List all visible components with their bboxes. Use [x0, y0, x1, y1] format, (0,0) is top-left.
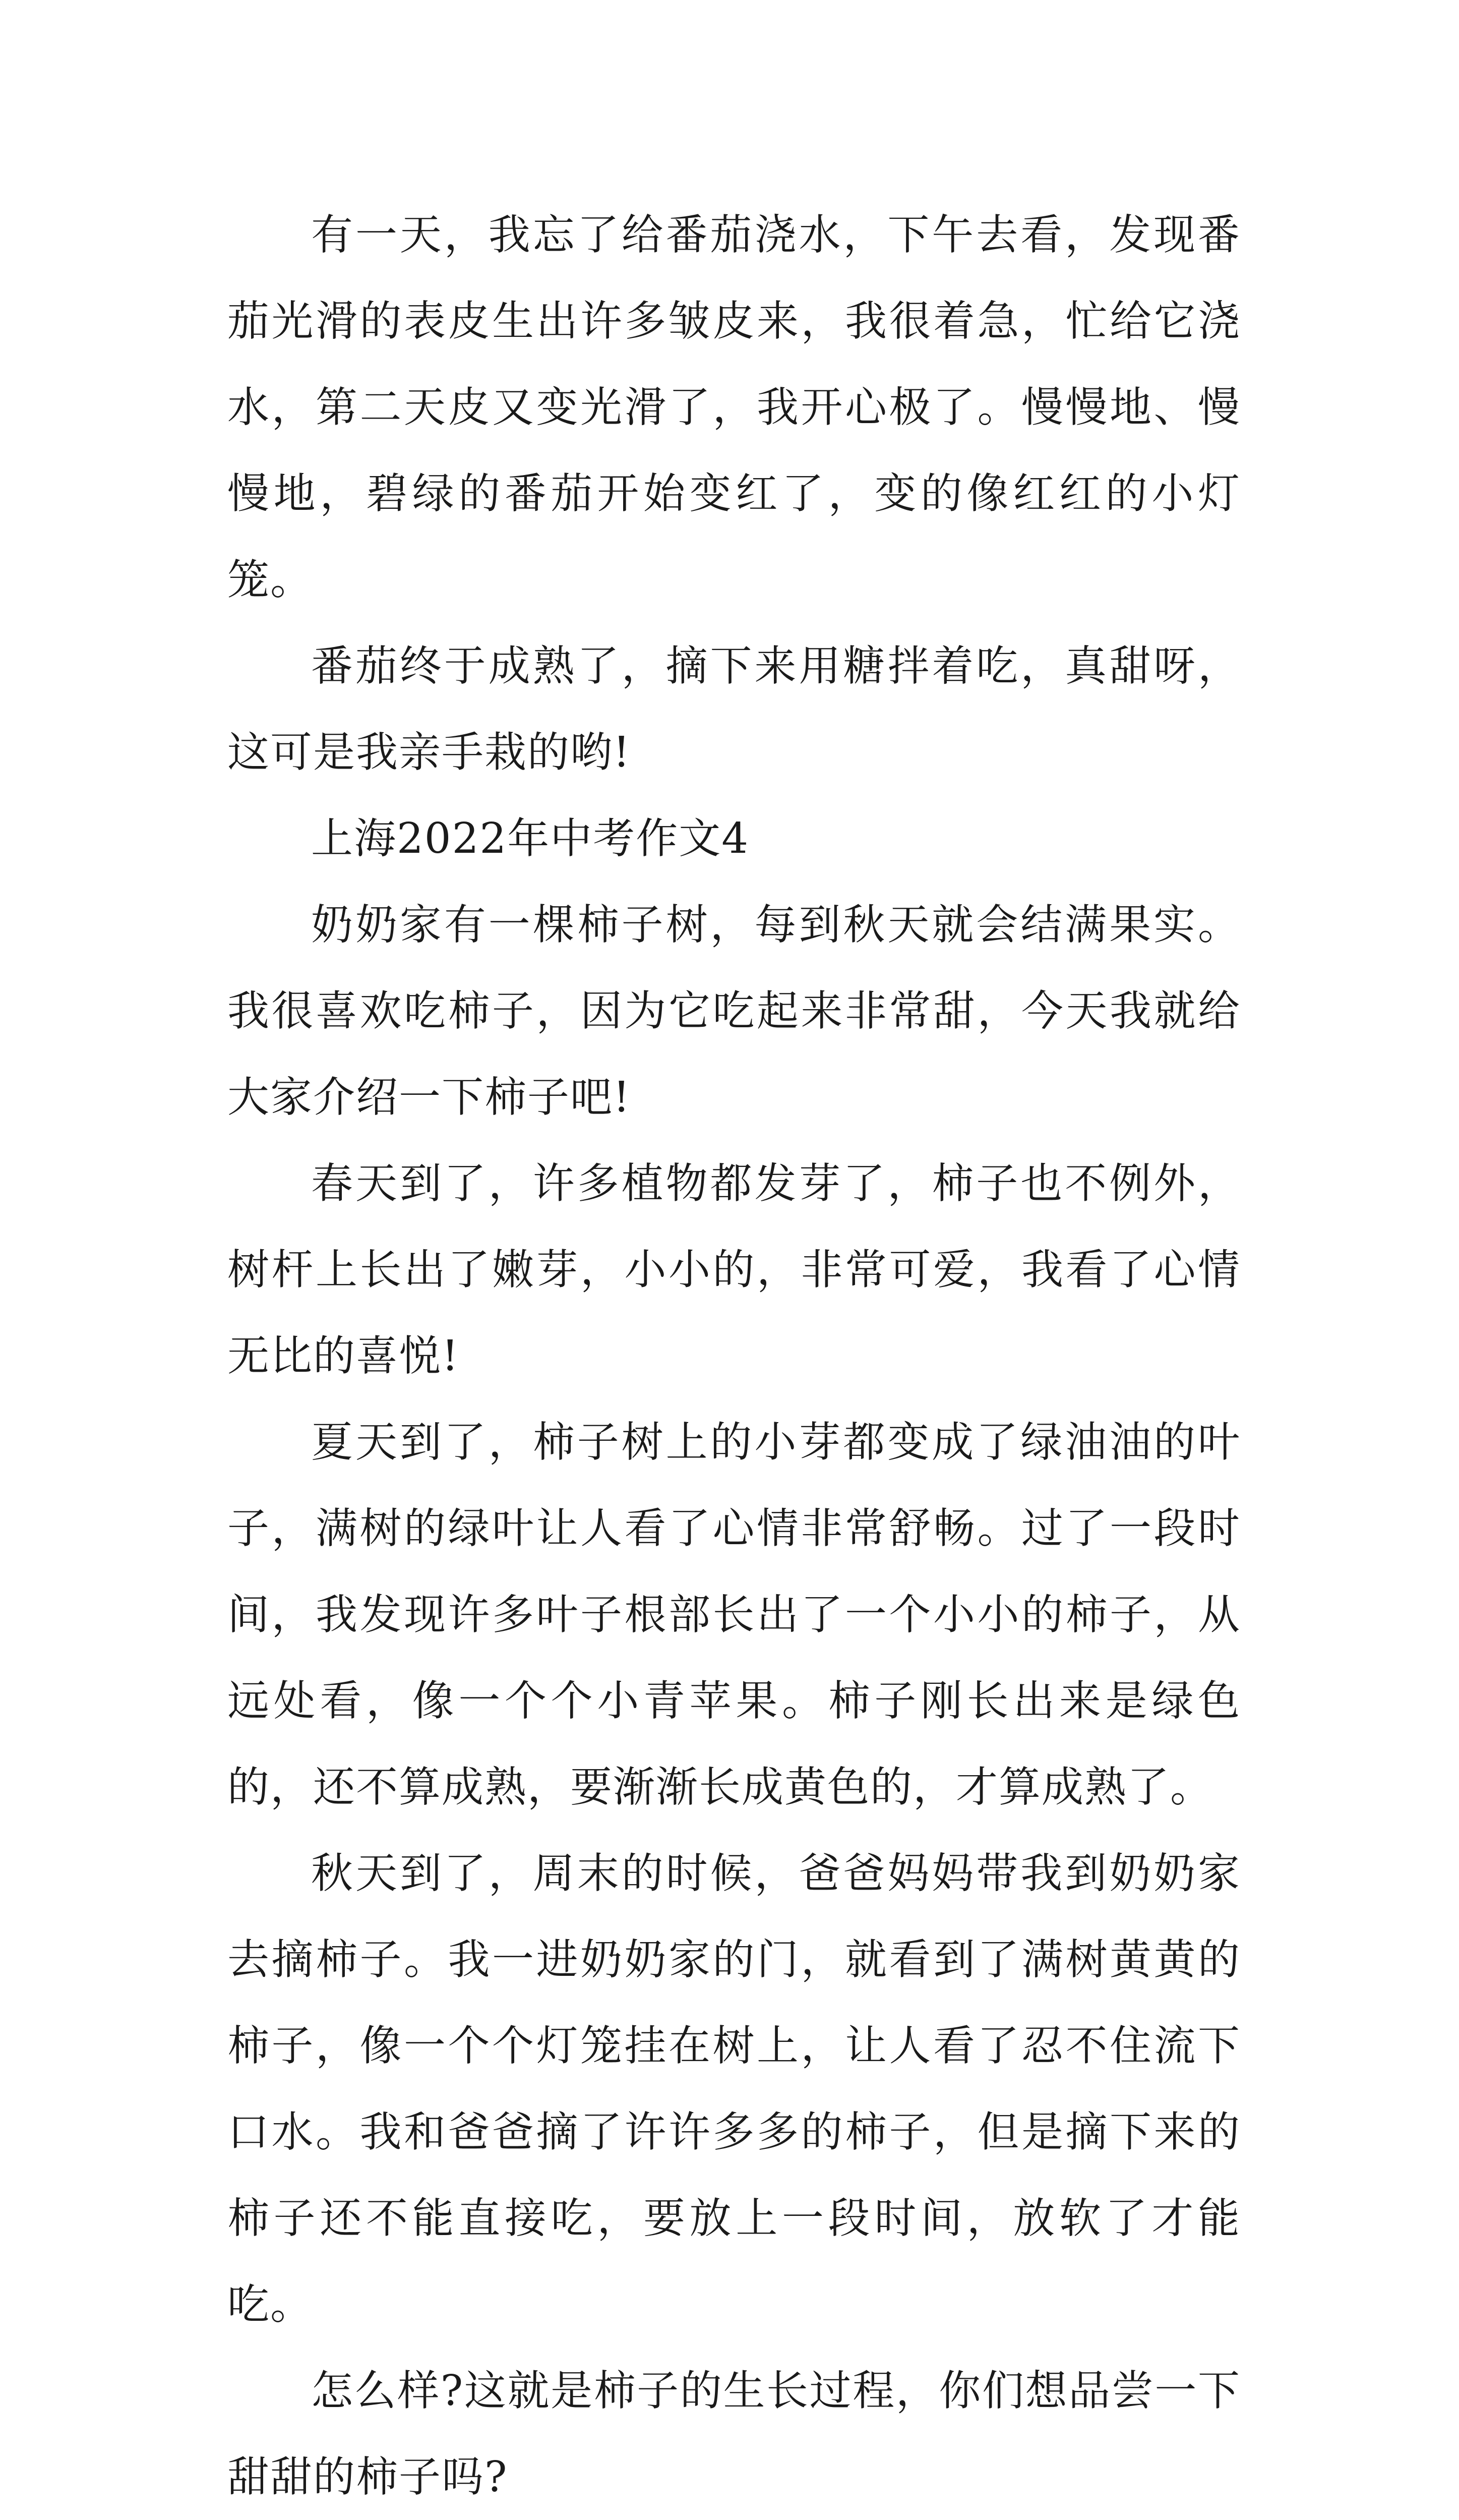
section-title: 上海2022年中考作文4 — [311, 814, 750, 863]
paragraph-autumn: 秋天到了，周末的时候，爸爸妈妈带我到奶奶家去摘柿子。我一进奶奶家的门，就看到了满树黄黄的柿子，像一个个灯笼挂在树上，让人看了忍不住流下口水。我和爸爸摘了许许多多的柿子，但是摘下来的柿子还不能直接吃，要放上一段时间，放软了才能吃。 — [227, 1849, 1241, 2329]
document-body — [227, 192, 1241, 2520]
paragraph-persimmon-intro: 奶奶家有一棵柿子树，每到秋天就会结满果实。我很喜欢吃柿子，因为它吃起来非常甜，今天我就给大家介绍一下柿子吧! — [227, 900, 1241, 1122]
paragraph-spring: 春天到了，许多植物都发芽了，柿子也不例外，树杆上长出了嫩芽，小小的，非常可爱，我看了心情无比的喜悦! — [227, 1159, 1241, 1380]
paragraph-summer: 夏天到了，柿子树上的小芽都变成了绿油油的叶子，满树的绿叶让人看了心情非常舒畅。过了一段时间，我发现许多叶子根部长出了一个小小的柿子，从远处看，像一个个小青苹果。柿子刚长出来是绿色的，还不算成熟，要渐渐长成黄色的，才算成熟了。 — [227, 1418, 1241, 1811]
paragraph-tomato-watering: 有一天，我忘了给番茄浇水，下午去看，发现番茄光滑的表皮生出许多皱皮来，我很着急，忙给它浇水，第二天皮又变光滑了，我开心极了。慢慢地、慢慢地，碧绿的番茄开始变红了，变的像红红的小灯笼。 — [227, 210, 1241, 604]
paragraph-conclusion: 怎么样?这就是柿子的生长过程，你们想品尝一下甜甜的柿子吗? — [227, 2366, 1241, 2501]
paragraph-tomato-ripe: 番茄终于成熟了，摘下来用糖拌着吃，真甜呀，这可是我亲手栽的哟! — [227, 641, 1241, 777]
